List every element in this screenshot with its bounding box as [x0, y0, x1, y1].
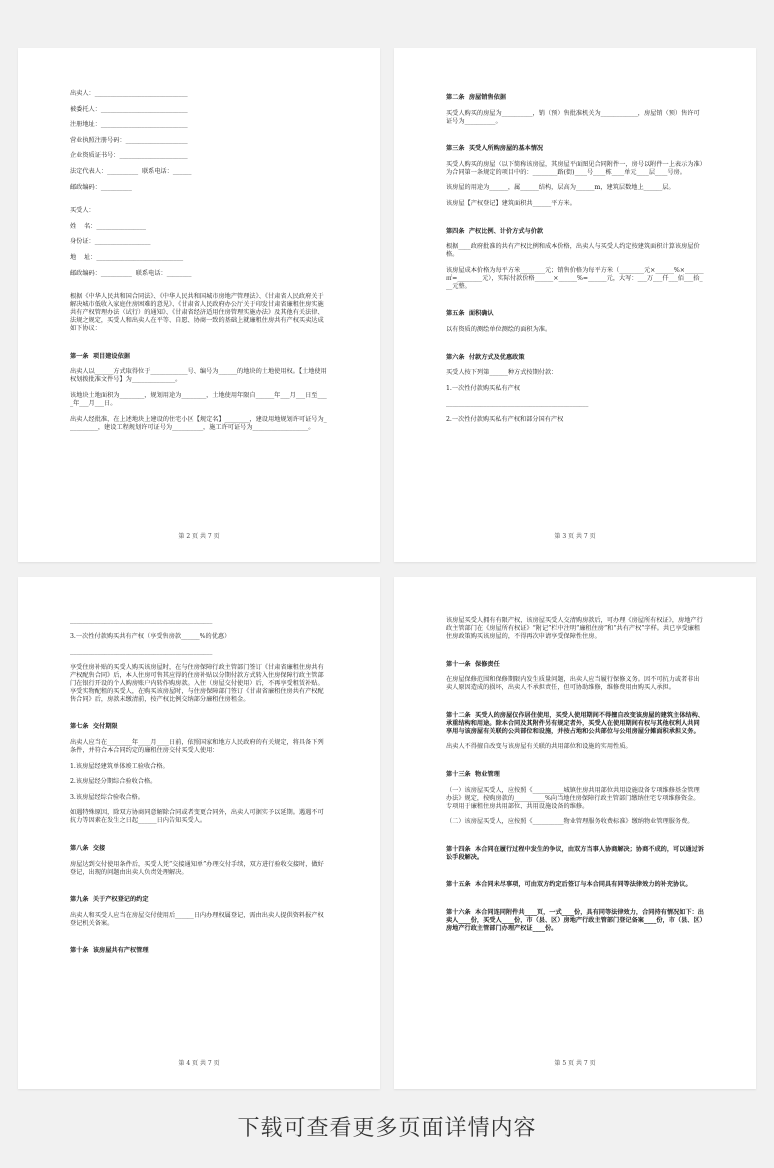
text-line: 地 址：____________________________	[70, 253, 184, 261]
text-line: 买受人购买的房屋为__________，销（预）售批准机关为____________，房屋销（预）售许可证号为__________。	[446, 109, 700, 125]
article-heading: 第六条 付款方式及优惠政策	[446, 353, 525, 361]
text-line: 3.该房屋经综合验收合格。	[70, 793, 144, 801]
text-line: 邮政编码：__________	[70, 183, 132, 191]
article-heading: 第八条 交接	[70, 844, 106, 852]
text-line: 该房屋【产权登记】建筑面积共______平方米。	[446, 199, 576, 207]
text-line: 以有资质的测绘单位测绘的面积为准。	[446, 325, 552, 333]
blank-line	[70, 884, 328, 892]
text-line: 3.一次性付款购买共有产权（享受售房款______%的优惠）	[70, 632, 231, 640]
article-heading: 第三条 买受人所购房屋的基本情况	[446, 145, 544, 153]
blank-line	[70, 833, 328, 841]
blank-line	[446, 649, 704, 657]
article-heading: 第二条 房屋销售依据	[446, 94, 506, 101]
text-line: 营业执照注册号码：____________________	[70, 136, 188, 144]
page-content	[70, 617, 328, 963]
article-heading: 第七条 交付期限	[70, 723, 118, 731]
text-line: 法定代表人：__________ 联系电话：______	[70, 167, 192, 175]
text-line: 企业资质证书号：______________________	[70, 152, 188, 160]
blank-line	[446, 342, 704, 350]
document-page-4	[18, 577, 380, 1089]
blank-line	[70, 199, 328, 207]
text-line: 注册地址：____________________________	[70, 121, 188, 129]
page-footer: 第 2 页 共 7 页	[178, 533, 220, 540]
article-heading: 第十二条 买受人的房屋仅作居住使用，买受人使用期间不得擅自改变该房屋的建筑主体结构、承重结构和用途。除本合同及其附件另有规定者外，买受人在使用期间有权与其他权利人共同享用与该房屋有关联的公共部位和设施，并按占地和公共部位与公用房屋分摊面积承担义务。	[446, 711, 704, 735]
text-line: 享受住房补贴的买受人购买该房屋时，在与住房保障行政主管部门签订《甘肃省廉租住房共有产权配售合同》后，本人住房可售其应得的住房补贴以分期付款方式转入住房保障行政主管部门在银行开设的个人购房账户内转作购房款。入住（房屋交付使用）后，不再享受租赁补贴。享受实物配租的买受人，在购买该房屋时，与住房保障部门签订《甘肃省廉租住房共有产权配售合同》后，房款未缴清前，按产权比例交纳部分廉租住房租金。	[70, 663, 324, 703]
blank-line	[446, 298, 704, 306]
blank-line	[70, 285, 328, 293]
page-footer: 第 5 页 共 7 页	[554, 1060, 596, 1067]
article-heading: 第十五条 本合同未尽事项，可由双方约定后签订与本合同具有同等法律效力的补充协议。	[446, 881, 692, 889]
article-heading: 第十四条 本合同在履行过程中发生的争议，由双方当事人协商解决；协商不成的，可以通过诉讼手段解决。	[446, 845, 704, 861]
text-line: 该房屋买受人拥有有限产权，该房屋买受人交清购房款后，可办理《房屋所有权证》，房地产行政主管部门在《房屋所有权证》“附记”栏中注明“廉租住房”和“共有产权”字样。共已享受廉租住房政策购买该房屋的，不得再次申请享受保障性住房。	[446, 617, 703, 640]
article-heading: 第四条 产权比例、计价方式与价款	[446, 227, 544, 235]
document-page-2	[18, 48, 380, 562]
text-line: 出卖人经批准，在上述地块上建设的住宅小区【规定名】________，建设用地规划许可证号为__________，建设工程规划许可证号为__________，施工许可证号为__________________。	[70, 415, 327, 431]
text-line: 买受人按下列第______种方式按期付款：	[446, 369, 558, 377]
text-line: 1.一次性付款购买私有产权	[446, 384, 520, 392]
page-footer: 第 4 页 共 7 页	[178, 1060, 220, 1067]
blank-line	[70, 711, 328, 719]
blank-line	[70, 341, 328, 349]
text-line: 出卖人和买受人应当在房屋交付使用后______日内办理权属登记，需由出卖人提供资料报产权登记机关备案。	[70, 911, 324, 927]
text-line: 出卖人：______________________________	[70, 90, 188, 97]
text-line: 出卖人应当在________年____月____日前，依照国家和地方人民政府的有关规定，将具备下列条件，并符合本合同约定的廉租住房交付买受人使用：	[70, 738, 324, 754]
blank-line	[446, 700, 704, 708]
text-line: 1.该房屋经建筑单体竣工验收合格。	[70, 762, 169, 770]
article-heading: 第十条 该房屋共有产权管理	[70, 947, 149, 955]
article-heading: 第九条 关于产权登记的约定	[70, 896, 149, 904]
article-heading: 第一条 项目建设依据	[70, 352, 130, 360]
blank-line	[446, 216, 704, 224]
article-heading: 第十一条 保修责任	[446, 660, 500, 668]
document-page-5	[394, 577, 756, 1089]
text-line: 身份证：__________________	[70, 238, 151, 246]
blank-line	[446, 834, 704, 842]
text-line: 根据____政府批准的共有产权比例和成本价格，出卖人与买受人约定按建筑面积计算该房屋价格。	[446, 243, 700, 259]
text-line: 根据《中华人民共和国合同法》、《中华人民共和国城市房地产管理法》、《甘肃省人民政府关于解决城市低收入家庭住房困难的意见》、《甘肃省人民政府办公厅关于印发甘肃省廉租住房实施共有产权管理办法（试行）的通知》、《甘肃省经济适用住房管理实施办法》及其他有关法律、法规之规定，买受人和出卖人在平等、自愿、协商一致的基础上就廉租住房共有产权买卖达成如下协议：	[70, 293, 324, 333]
text-line: （一）该房屋买受人，应按照《__________城镇住房共用部位共用设施设备专项维修基金管理办法》规定，按购房款的__________%向当地住房保障行政主管部门缴纳住宅专项维修资金。专项用于廉租住房共用部位、共用设施设备的维修。	[446, 786, 700, 810]
text-line: ______________________________________________	[446, 400, 589, 408]
text-line: 房屋达到交付使用条件后，买受人凭“交接通知单”办理交付手续，双方进行验收交接时，做好登记，出现的问题由出卖人负责处理解决。	[70, 860, 324, 876]
blank-line	[446, 869, 704, 877]
text-line: 被委托人：____________________________	[70, 105, 188, 113]
text-line: 该地块土地面积为________，规划用途为________，土地使用年限自______年___月___日至____年___月___日。	[70, 391, 327, 407]
article-heading: 第十六条 本合同连同附件共____页，一式____份，具有同等法律效力，合同持有情况如下：出卖人____份，买受人____份，市（县、区）房地产行政主管部门登记备案____份，市（县、区）房地产行政主管部门办理产权证____份。	[446, 908, 704, 932]
text-line: 该房屋成本价格为每平方米________元；销售价格为每平方米（________元×______%×______㎡=________元），实际付款价格______×______%=______元，大写：___万___仟___佰___拾___元整。	[446, 266, 704, 290]
text-line: ______________________________________________	[70, 617, 213, 624]
blank-line	[446, 133, 704, 141]
text-line: 出卖人以______方式取得位于____________号、编号为______的地块的土地使用权。【土地使用权划拨批准文件号】为______________。	[70, 368, 327, 384]
document-page-3	[394, 48, 756, 562]
page-content	[446, 90, 704, 432]
text-line: 买受人：	[70, 207, 95, 215]
blank-line	[70, 935, 328, 943]
article-heading: 第十三条 物业管理	[446, 770, 500, 778]
page-content	[446, 617, 704, 941]
text-line: 姓 名：________________	[70, 222, 146, 230]
page-content	[70, 90, 328, 439]
text-line: 在房屋保修范围和保修期限内发生质量问题，出卖人应当履行保修义务。因不可抗力或者非出卖人原因造成的损坏，出卖人不承担责任，但可协助维修，维修费用由购买人承担。	[446, 676, 700, 692]
text-line: 邮政编码：__________ 联系电话：________	[70, 269, 192, 277]
text-line: 如遇特殊原因，除双方协商同意解除合同或者变更合同外，出卖人可据实予以延期。遇遇不可抗力等因素在发生之日起______日内告知买受人。	[70, 809, 324, 825]
text-line: 出卖人不得擅自改变与该房屋有关联的共用部位和设施的实用性质。	[446, 743, 632, 751]
text-line: 2.一次性付款购买私有产权和部分国有产权	[446, 415, 564, 423]
text-line: 该房屋的用途为______，属______结构，层高为______m，建筑层数地上______层。	[446, 184, 675, 192]
blank-line	[446, 897, 704, 905]
article-heading: 第五条 面积确认	[446, 310, 494, 318]
text-line: 2.该房屋经分期综合验收合格。	[70, 778, 157, 786]
text-line: 买受人购买的房屋（以下简称该房屋，其房屋平面图见合同附件一，房号以附件一上表示为准）为合同第一条规定的项目中的：________路(街)____号____栋____单元____层____号房。	[446, 160, 703, 176]
download-more-caption[interactable]: 下载可查看更多页面详情内容	[237, 1116, 537, 1141]
blank-line	[446, 759, 704, 767]
page-footer: 第 3 页 共 7 页	[554, 533, 596, 540]
text-line: ______________________________________________	[70, 648, 213, 656]
text-line: （二）该房屋买受人，应按照《__________物业管理服务收费标准》缴纳物业管理服务费。	[446, 818, 694, 826]
